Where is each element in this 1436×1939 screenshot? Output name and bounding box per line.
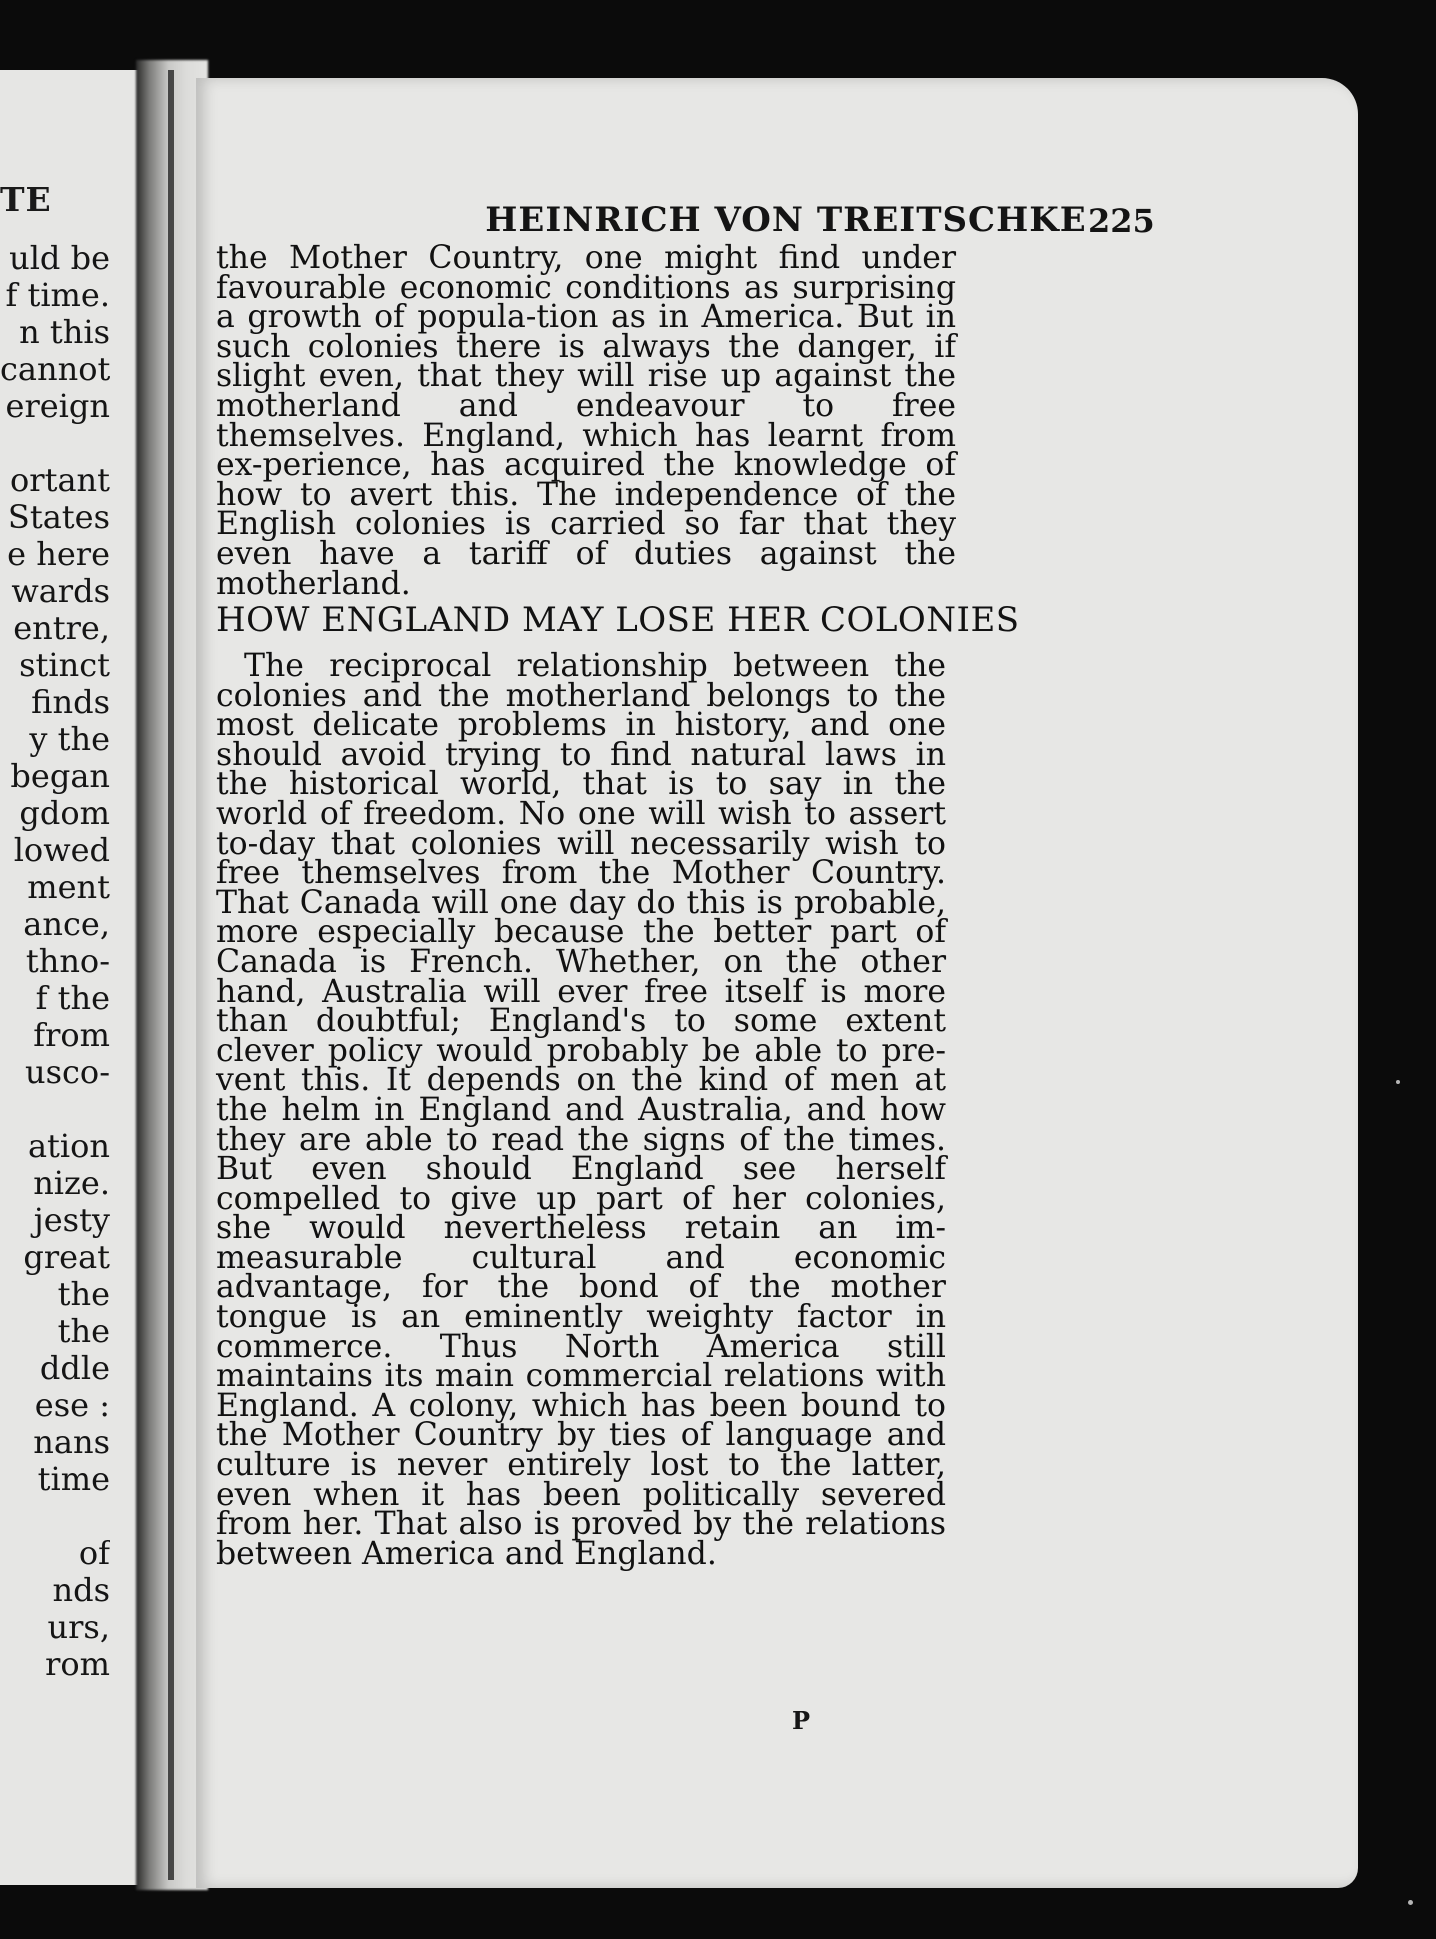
left-page-line: ance, — [23, 906, 110, 943]
left-page-line: ereign — [5, 388, 110, 425]
left-page-line: jesty — [33, 1202, 110, 1239]
left-page-line: ddle — [39, 1350, 110, 1387]
left-page-line: nans — [33, 1424, 110, 1461]
right-page — [196, 78, 1358, 1888]
running-head: HEINRICH VON TREITSCHKE — [485, 200, 1087, 240]
left-page-line: n this — [19, 314, 110, 351]
left-page-line: ation — [27, 1128, 110, 1165]
left-page-line: finds — [31, 684, 110, 721]
left-page-line: entre, — [13, 610, 110, 647]
left-page-line: f the — [35, 980, 110, 1017]
left-page-line: States — [7, 499, 110, 536]
left-page-line: urs, — [47, 1609, 110, 1646]
paragraph-body: The reciprocal relationship between the colonies and the motherland belongs to the most delicate problems in history, and one should avoid trying to find natural laws in the historical world, that is to say in the world of freedom. No one will wish to assert to-day that colonies will necessarily wish to free themselves from the Mother Country. That Canada will one day do this is probable, more especially because the better part of Canada is French. Whether, on the other hand, Australia will ever free itself is more than doubtful; England's to some extent clever policy would probably be able to pre-vent this. It depends on the kind of men at the helm in England and Australia, and how they are able to read the signs of the times. But even should England see herself compelled to give up part of her colonies, she would nevertheless retain an im-measurable cultural and economic advantage, for the bond of the mother tongue is an eminently weighty factor in commerce. Thus North America still maintains its main commercial relations with England. A colony, which has been bound to the Mother Country by ties of language and culture is never entirely lost to the latter, even when it has been politically severed from her. That also is proved by the relations between America and England. — [216, 648, 946, 1572]
left-page-line: the — [57, 1276, 110, 1313]
scan-speck — [1396, 1080, 1400, 1084]
left-page-line: stinct — [19, 647, 110, 684]
left-page-line: of — [78, 1535, 110, 1572]
paragraph-continuation: the Mother Country, one might find under favourable economic conditions as surprising a growth of popula-tion as in America. But in such colonies there is always the danger, if slight even, that they will rise up against the motherland and endeavour to free themselves. England, which has learnt from ex-perience, has acquired the knowledge of how to avert this. The independence of the English colonies is carried so far that they even have a tariff of duties against the motherland. — [216, 240, 956, 602]
scan-speck — [1408, 1900, 1413, 1905]
section-heading: HOW ENGLAND MAY LOSE HER COLONIES — [216, 600, 1020, 640]
left-page-line: thno- — [25, 943, 110, 980]
left-page-line — [0, 1091, 110, 1128]
left-page-line: lowed — [13, 832, 110, 869]
signature-mark: P — [792, 1706, 811, 1735]
left-page-line: e here — [7, 536, 110, 573]
left-page-text — [0, 240, 110, 1683]
left-page-line: began — [10, 758, 110, 795]
left-page-line: from — [33, 1017, 110, 1054]
left-page-line: nize. — [33, 1165, 110, 1202]
left-page-line: f time. — [5, 277, 110, 314]
left-page-line: cannot — [0, 351, 110, 388]
left-page-line: great — [23, 1239, 110, 1276]
left-page-line: wards — [11, 573, 110, 610]
left-page-line: rom — [45, 1646, 110, 1683]
page-number: 225 — [1088, 202, 1155, 240]
left-page-line — [0, 425, 110, 462]
left-page-line: ment — [27, 869, 110, 906]
gutter-shadow — [168, 70, 174, 1880]
left-page-line: gdom — [19, 795, 110, 832]
left-page-line: uld be — [9, 240, 110, 277]
left-page-line: nds — [52, 1572, 110, 1609]
left-running-head: TE — [0, 180, 52, 219]
left-page-line: ese : — [34, 1387, 110, 1424]
left-page-line: usco- — [24, 1054, 110, 1091]
left-page-line: ortant — [10, 462, 110, 499]
left-page-line: the — [57, 1313, 110, 1350]
left-page-line — [0, 1498, 110, 1535]
left-page-line: time — [37, 1461, 110, 1498]
left-page-line: y the — [29, 721, 110, 758]
